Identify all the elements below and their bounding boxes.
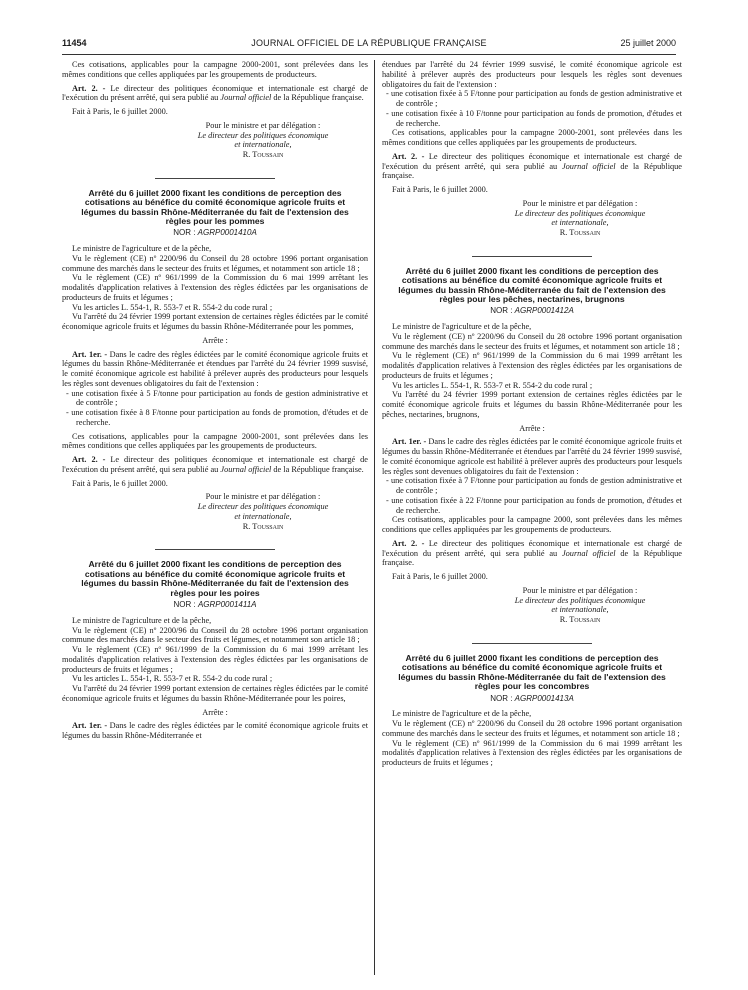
visa: Vu l'arrêté du 24 février 1999 portant extension de certaines règles édictées par le comité économique agricole fruits et légumes du bassin Rhône-Méditerranée pour les pommes, [62, 312, 368, 332]
visa: Vu le règlement (CE) nº 2200/96 du Conseil du 28 octobre 1996 portant organisation commune des marchés dans le secteur des fruits et légumes, et notamment son article 18 ; [382, 331, 682, 351]
arrete-word: Arrête : [519, 423, 545, 433]
fait-line: Fait à Paris, le 6 juillet 2000. [72, 107, 168, 116]
article-2: Art. 2. - Le directeur des politiques économique et internationale est chargé de l'exécution du présent arrêté, qui sera publié au Journal officiel de la République française. [62, 455, 368, 474]
visa: Vu le règlement (CE) nº 2200/96 du Conseil du 28 octobre 1996 portant organisation commune des marchés dans le secteur des fruits et légumes, et notamment son article 18 ; [382, 719, 682, 738]
list-item: - une cotisation fixée à 22 F/tonne pour participation au fonds de promotion, d'études et de recherche. [386, 495, 682, 515]
arrete-title: Arrêté du 6 juillet 2000 fixant les conditions de perception des cotisations au bénéfice du comité économique agricole fruits et légumes du bassin Rhône-Méditerranée du fait de l'extension des règles pour les concombres [398, 652, 666, 692]
fait-line: Fait à Paris, le 6 juillet 2000. [392, 572, 488, 582]
issue-date: 25 juillet 2000 [620, 38, 676, 48]
page-number: 11454 [62, 38, 87, 48]
minister-line: Le ministre de l'agriculture et de la pêche, [72, 244, 212, 254]
signature-block: Pour le ministre et par délégation : Le directeur des politiques économique et internationale, R. Toussain [197, 492, 329, 531]
article-1: Art. 1er. - Dans le cadre des règles édictées par le comité économique agricole fruits et légumes du bassin Rhône-Méditerranée et étendues par l'arrêté du 24 février 1999 susvisé, le comité économique agricole est habilité à prélever auprès des producteurs pour lesquels les règles sont devenues obligatoires du fait de l'extension : [62, 349, 369, 388]
arrete-poires [62, 560, 368, 740]
column-divider [374, 60, 375, 975]
list-item: - une cotisation fixée à 7 F/tonne pour participation au fonds de gestion administrative et de contrôle ; [386, 476, 682, 496]
paragraph: Ces cotisations, applicables pour la campagne 2000-2001, sont prélevées dans les mêmes conditions que celles appliquées par les groupements de producteurs. [62, 60, 368, 79]
list-item: - une cotisation fixée à 5 F/tonne pour participation au fonds de gestion administrative et de contrôle ; [66, 388, 368, 408]
left-column [62, 60, 368, 741]
list-item: - une cotisation fixée à 5 F/tonne pour participation au fonds de gestion administrative et de contrôle ; [386, 89, 682, 108]
minister-line: Le ministre de l'agriculture et de la pêche, [72, 615, 212, 625]
page-header [62, 38, 676, 52]
visa: Vu le règlement (CE) nº 2200/96 du Conseil du 28 octobre 1996 portant organisation commune des marchés dans le secteur des fruits et légumes, et notamment son article 18 ; [62, 625, 368, 645]
visa: Vu l'arrêté du 24 février 1999 portant extension de certaines règles édictées par le comité économique agricole fruits et légumes du bassin Rhône-Méditerranée pour les pêches, nectarines, brugnons, [382, 390, 682, 419]
visa: Vu les articles L. 554-1, R. 553-7 et R. 554-2 du code rural ; [72, 302, 273, 312]
right-column [382, 60, 682, 768]
arrete-peches [382, 267, 682, 625]
paragraph: Ces cotisations, applicables pour la campagne 2000, sont prélevées dans les mêmes conditions que celles appliquées par les groupements de producteurs. [382, 515, 682, 535]
article-1: Art. 1er. - Dans le cadre des règles édictées par le comité économique agricole fruits et légumes du bassin Rhône-Méditerranée et [62, 721, 369, 740]
visa: Vu le règlement (CE) nº 961/1999 de la Commission du 6 mai 1999 arrêtant les modalités d'application relatives à l'extension des règles édictées par les organisations de producteurs de fruits et légumes ; [382, 351, 682, 380]
visa: Vu le règlement (CE) nº 2200/96 du Conseil du 28 octobre 1996 portant organisation commune des marchés dans le secteur des fruits et légumes, et notamment son article 18 ; [62, 253, 368, 273]
visa: Vu les articles L. 554-1, R. 553-7 et R. 554-2 du code rural ; [72, 674, 273, 684]
nor-reference: NOR : AGRP0001410A [173, 228, 257, 238]
paragraph: Ces cotisations, applicables pour la campagne 2000-2001, sont prélevées dans les mêmes conditions que celles appliquées par les groupements de producteurs. [382, 128, 682, 147]
signature-block: Pour le ministre et par délégation : Le directeur des politiques économique et internationale, R. Toussain [514, 198, 646, 237]
arrete-pommes [62, 189, 368, 532]
minister-line: Le ministre de l'agriculture et de la pêche, [392, 709, 532, 719]
paragraph: Ces cotisations, applicables pour la campagne 2000-2001, sont prélevées dans les mêmes conditions que celles appliquées par les groupements de producteurs. [62, 431, 368, 451]
article-2: Art. 2. - Le directeur des politiques économique et internationale est chargé de l'exécution du présent arrêté, qui sera publié au Journal officiel de la République française. [382, 538, 682, 568]
nor-reference: NOR : AGRP0001413A [490, 693, 574, 703]
article-1: Art. 1er. - Dans le cadre des règles édictées par le comité économique agricole fruits et légumes du bassin Rhône-Méditerranée et étendues par l'arrêté du 24 février 1999 susvisé, le comité économique agricole est habilité à prélever auprès des producteurs pour lesquels les règles sont devenues obligatoires du fait de l'extension : [382, 437, 683, 476]
arrete-title: Arrêté du 6 juillet 2000 fixant les conditions de perception des cotisations au bénéfice du comité économique agricole fruits et légumes du bassin Rhône-Méditerranée du fait de l'extension des règles pour les pêches, nectarines, brugnons [398, 265, 666, 304]
visa: Vu les articles L. 554-1, R. 553-7 et R. 554-2 du code rural ; [392, 380, 593, 390]
signature-block: Pour le ministre et par délégation : Le directeur des politiques économique et internationale, R. Toussain [514, 585, 646, 625]
visa: Vu le règlement (CE) nº 961/1999 de la Commission du 6 mai 1999 arrêtant les modalités d'application relatives à l'extension des règles édictées par les organisations de producteurs de fruits et légumes ; [62, 273, 368, 302]
article-2: Art. 2. - Le directeur des politiques économique et internationale est chargé de l'exécution du présent arrêté, qui sera publié au Journal officiel de la République française. [62, 83, 368, 103]
arrete-word: Arrête : [202, 707, 228, 717]
fait-line: Fait à Paris, le 6 juillet 2000. [72, 478, 168, 488]
minister-line: Le ministre de l'agriculture et de la pêche, [392, 322, 532, 332]
header-rule [62, 54, 676, 55]
separator [472, 256, 592, 257]
paragraph: étendues par l'arrêté du 24 février 1999 susvisé, le comité économique agricole est habilité à prélever auprès des producteurs pour lesquels les règles sont devenues obligatoires du fait de l'extension : [382, 60, 682, 89]
list-item: - une cotisation fixée à 8 F/tonne pour participation au fonds de promotion, d'études et de recherche. [66, 408, 368, 427]
visa: Vu le règlement (CE) nº 961/1999 de la Commission du 6 mai 1999 arrêtant les modalités d'application relatives à l'extension des règles édictées par les organisations de producteurs de fruits et légumes ; [62, 645, 368, 674]
visa: Vu l'arrêté du 24 février 1999 portant extension de certaines règles édictées par le comité économique agricole fruits et légumes du bassin Rhône-Méditerranée pour les poires, [62, 684, 368, 703]
list-item: - une cotisation fixée à 10 F/tonne pour participation au fonds de promotion, d'études et de recherche. [386, 108, 682, 128]
separator [472, 643, 592, 644]
arrete-concombres [382, 654, 682, 768]
separator [155, 549, 275, 550]
fait-line: Fait à Paris, le 6 juillet 2000. [392, 185, 488, 194]
arrete-title: Arrêté du 6 juillet 2000 fixant les conditions de perception des cotisations au bénéfice du comité économique agricole fruits et légumes du bassin Rhône-Méditerranée du fait de l'extension des règles pour les pommes [81, 187, 349, 226]
article-2: Art. 2. - Le directeur des politiques économique et internationale est chargé de l'exécution du présent arrêté, qui sera publié au Journal officiel de la République française. [382, 151, 682, 181]
arrete-title: Arrêté du 6 juillet 2000 fixant les conditions de perception des cotisations au bénéfice du comité économique agricole fruits et légumes du bassin Rhône-Méditerranée du fait de l'extension des règles pour les poires [81, 559, 349, 598]
separator [155, 178, 275, 179]
arrete-word: Arrête : [202, 335, 228, 345]
visa: Vu le règlement (CE) nº 961/1999 de la Commission du 6 mai 1999 arrêtant les modalités d'application relatives à l'extension des règles édictées par les organisations de producteurs de fruits et légumes ; [382, 738, 682, 767]
nor-reference: NOR : AGRP0001411A [173, 600, 257, 609]
journal-title: JOURNAL OFFICIEL DE LA RÉPUBLIQUE FRANÇAISE [251, 38, 487, 48]
nor-reference: NOR : AGRP0001412A [490, 306, 574, 316]
signature-block: Pour le ministre et par délégation : Le directeur des politiques économique et internationale, R. Toussain [197, 120, 329, 159]
